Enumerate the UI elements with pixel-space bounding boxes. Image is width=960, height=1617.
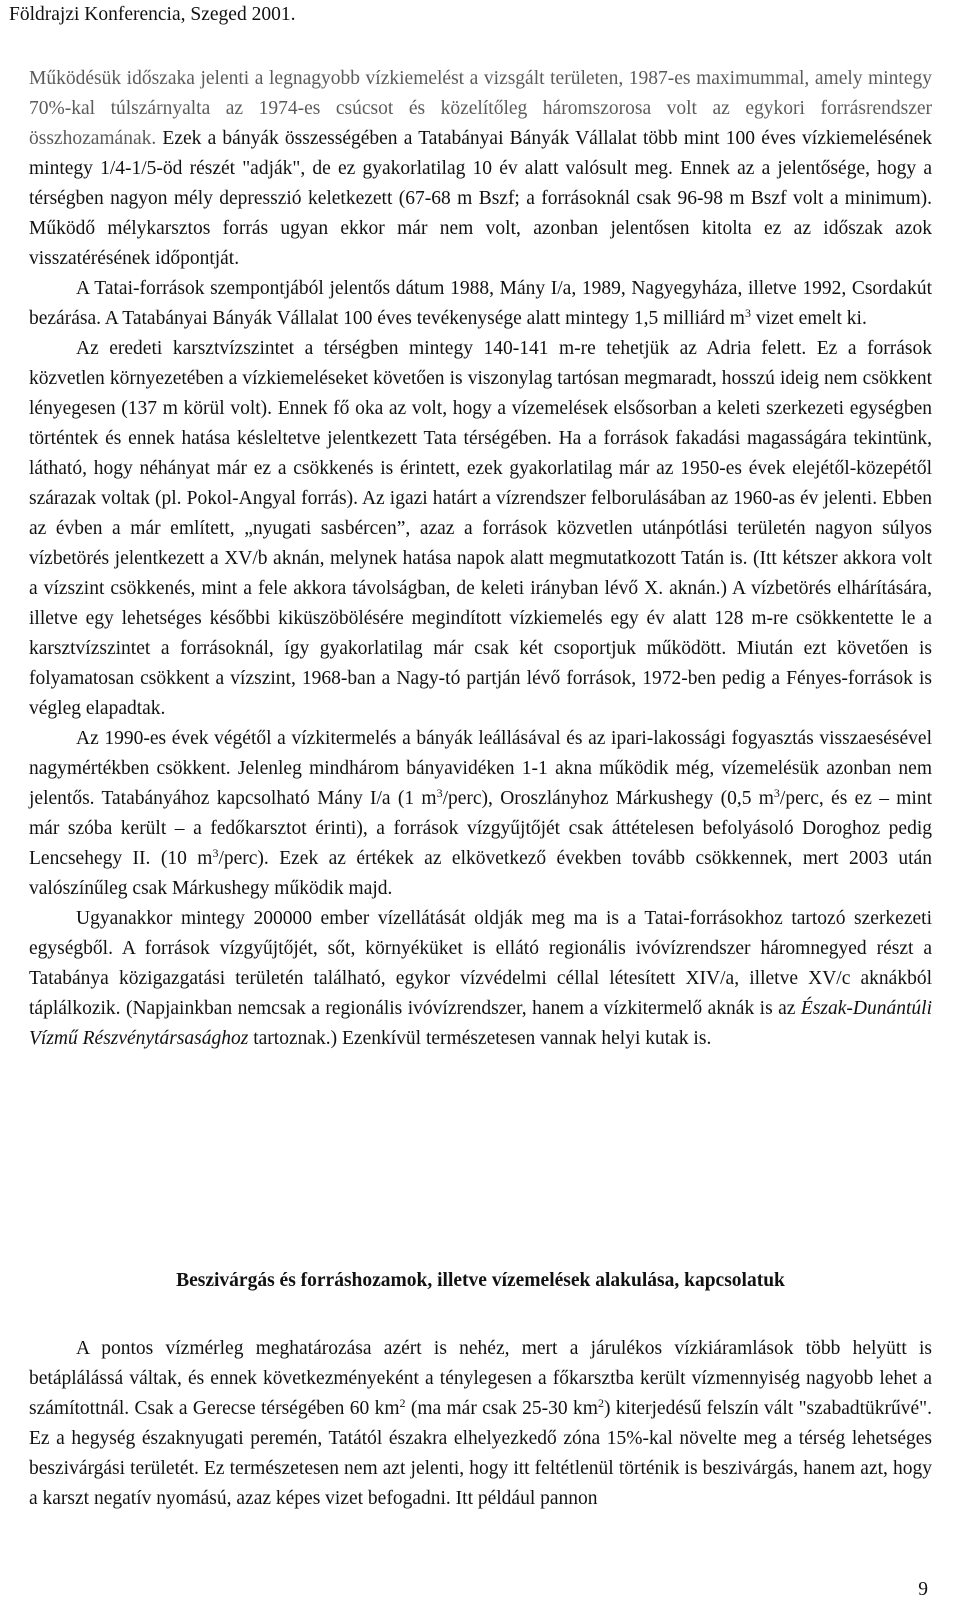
paragraph-5-part-2: tartoznak.) Ezenkívül természetesen vannak helyi kutak is. — [248, 1028, 712, 1049]
section-beszivargas — [29, 1266, 932, 1514]
paragraph-4-superscript-2: 3 — [773, 786, 780, 800]
running-header: Földrajzi Konferencia, Szeged 2001. — [9, 4, 296, 25]
paragraph-4 — [29, 724, 932, 904]
section-paragraph — [29, 1334, 932, 1514]
paragraph-1 — [29, 64, 932, 274]
paragraph-5-italic: Észak-Dunántúli Vízmű Részvénytársasághoz — [29, 998, 932, 1049]
section-heading: Beszivárgás és forráshozamok, illetve vízemelések alakulása, kapcsolatuk — [176, 1270, 785, 1291]
paragraph-3 — [29, 334, 932, 724]
main-body-text — [29, 64, 932, 1054]
paragraph-2-text: A Tatai-források szempontjából jelentős dátum 1988, Mány I/a, 1989, Nagyegyháza, illetve 1992, Csordakút bezárása. A Tatabányai Bányák Vállalat 100 éves tevékenysége alatt mintegy 1,5 milliárd m — [29, 278, 932, 329]
section-paragraph-part-1: A pontos vízmérleg meghatározása azért is nehéz, mert a járulékos vízkiáramlások több helyütt is betáplálássá váltak, és ennek következményeként a ténylegesen a főkarsztba került vízmennyiség nagyobb lehet a számítottnál. Csak a Gerecse térségében 60 km — [29, 1338, 932, 1419]
section-paragraph-part-2: (ma már csak 25-30 km — [405, 1398, 598, 1419]
paragraph-4-part-3: /perc, és ez – mint már szóba került – a fedőkarsztot érinti), a források vízgyűjtőjét csak áttételesen befolyásoló Doroghoz pedig Lencsehegy II. (10 m — [29, 788, 932, 869]
paragraph-2 — [29, 274, 932, 334]
section-superscript-2: 2 — [597, 1396, 604, 1410]
paragraph-2-after: vizet emelt ki. — [750, 308, 867, 329]
paragraph-4-superscript-3: 3 — [212, 846, 219, 860]
paragraph-5 — [29, 904, 932, 1054]
section-paragraph-part-3: ) kiterjedésű felszín vált "szabadtükrűvé". Ez a hegység északnyugati peremén, Tatától északra elhelyezkedő zóna 15%-kal növelte meg a térség lehetséges beszivárgási területét. Ez természetesen nem azt jelenti, hogy itt feltétlenül történik is beszivárgás, hanem azt, hogy a karszt negatív nyomású, azaz képes vizet befogadni. Itt például pannon — [29, 1398, 932, 1509]
paragraph-4-part-2: /perc), Oroszlányhoz Márkushegy (0,5 m — [442, 788, 774, 809]
section-superscript-1: 2 — [399, 1396, 406, 1410]
paragraph-4-superscript-1: 3 — [436, 786, 443, 800]
paragraph-5-part-1: Ugyanakkor mintegy 200000 ember vízellátását oldják meg ma is a Tatai-forrásokhoz tartozó szerkezeti egységből. A források vízgyűjtőjét, sőt, környéküket is ellátó regionális ivóvízrendszer háromnegyed részt a Tatabánya közigazgatási területén található, egykor vízvédelmi céllal létesített XIV/a, illetve XV/c aknákból táplálkozik. (Napjainkban nemcsak a regionális ivóvízrendszer, hanem a vízkitermelő aknák is az — [29, 908, 932, 1019]
paragraph-1-rest: Ezek a bányák összességében a Tatabányai Bányák Vállalat több mint 100 éves vízkiemelésének mintegy 1/4-1/5-öd részét "adják", de ez gyakorlatilag 10 év alatt valósult meg. Ennek az a jelentősége, hogy a térségben nagyon mély depresszió keletkezett (67-68 m Bszf; a forrásoknál csak 96-98 m Bszf volt a minimum). Működő mélykarsztos forrás ugyan ekkor már nem volt, azonban jelentősen kitolta ez az időszak azok visszatérésének időpontját. — [29, 128, 932, 269]
paragraph-2-superscript: 3 — [744, 306, 751, 320]
page-number: 9 — [918, 1579, 928, 1600]
paragraph-3-text: Az eredeti karsztvízszintet a térségben mintegy 140-141 m-re tehetjük az Adria felett. Ez a források közvetlen környezetében a vízkiemeléseket követően is viszonylag tartósan megmaradt, hosszú ideig nem csökkent lényegesen (137 m körül volt). Ennek fő oka az volt, hogy a vízemelések elsősorban a keleti szerkezeti egységben történtek és ennek hatása késleltetve jelentkezett Tata térségében. Ha a források fakadási magasságára tekintünk, látható, hogy néhányat már ez a csökkenés is érintett, ezek gyakorlatilag már az 1950-es évek elejétől-közepétől szárazak voltak (pl. Pokol-Angyal forrás). Az igazi határt a vízrendszer felborulásában az 1960-as év jelenti. Ebben az évben a már említett, „nyugati sasbércen”, azaz a források közvetlen utánpótlási területén nagyon súlyos vízbetörés jelentkezett a XV/b aknán, melynek hatása napok alatt megmutatkozott Tatán is. (Itt kétszer akkora volt a vízszint csökkenés, mint a fele akkora távolságban, de keleti irányban lévő X. aknán.) A vízbetörés elhárítására, illetve egy lehetséges későbbi kiküszöbölésére megindított vízkiemelés egy év alatt 128 m-re csökkentette le a karsztvízszintet a forrásoknál, így gyakorlatilag már csak két csoportjuk működött. Miután ezt követően is folyamatosan csökkent a vízszint, 1968-ban a Nagy-tó partján lévő források, 1972-ben pedig a Fényes-források is végleg elapadtak. — [29, 338, 932, 719]
paragraph-1-lead: Működésük időszaka jelenti a legnagyobb vízkiemelést a vizsgált területen, 1987-es maximummal, amely mintegy 70%-kal túlszárnyalta az 1974-es csúcsot és közelítőleg háromszorosa volt az egykori forrásrendszer összhozamának. — [29, 68, 932, 149]
paragraph-4-part-1: Az 1990-es évek végétől a vízkitermelés a bányák leállásával és az ipari-lakossági fogyasztás visszaesésével nagymértékben csökkent. Jelenleg mindhárom bányavidéken 1-1 akna működik még, vízemelésük azonban nem jelentős. Tatabányához kapcsolható Mány I/a (1 m — [29, 728, 932, 809]
paragraph-4-part-4: /perc). Ezek az értékek az elkövetkező években tovább csökkennek, mert 2003 után valószínűleg csak Márkushegy működik majd. — [29, 848, 932, 899]
